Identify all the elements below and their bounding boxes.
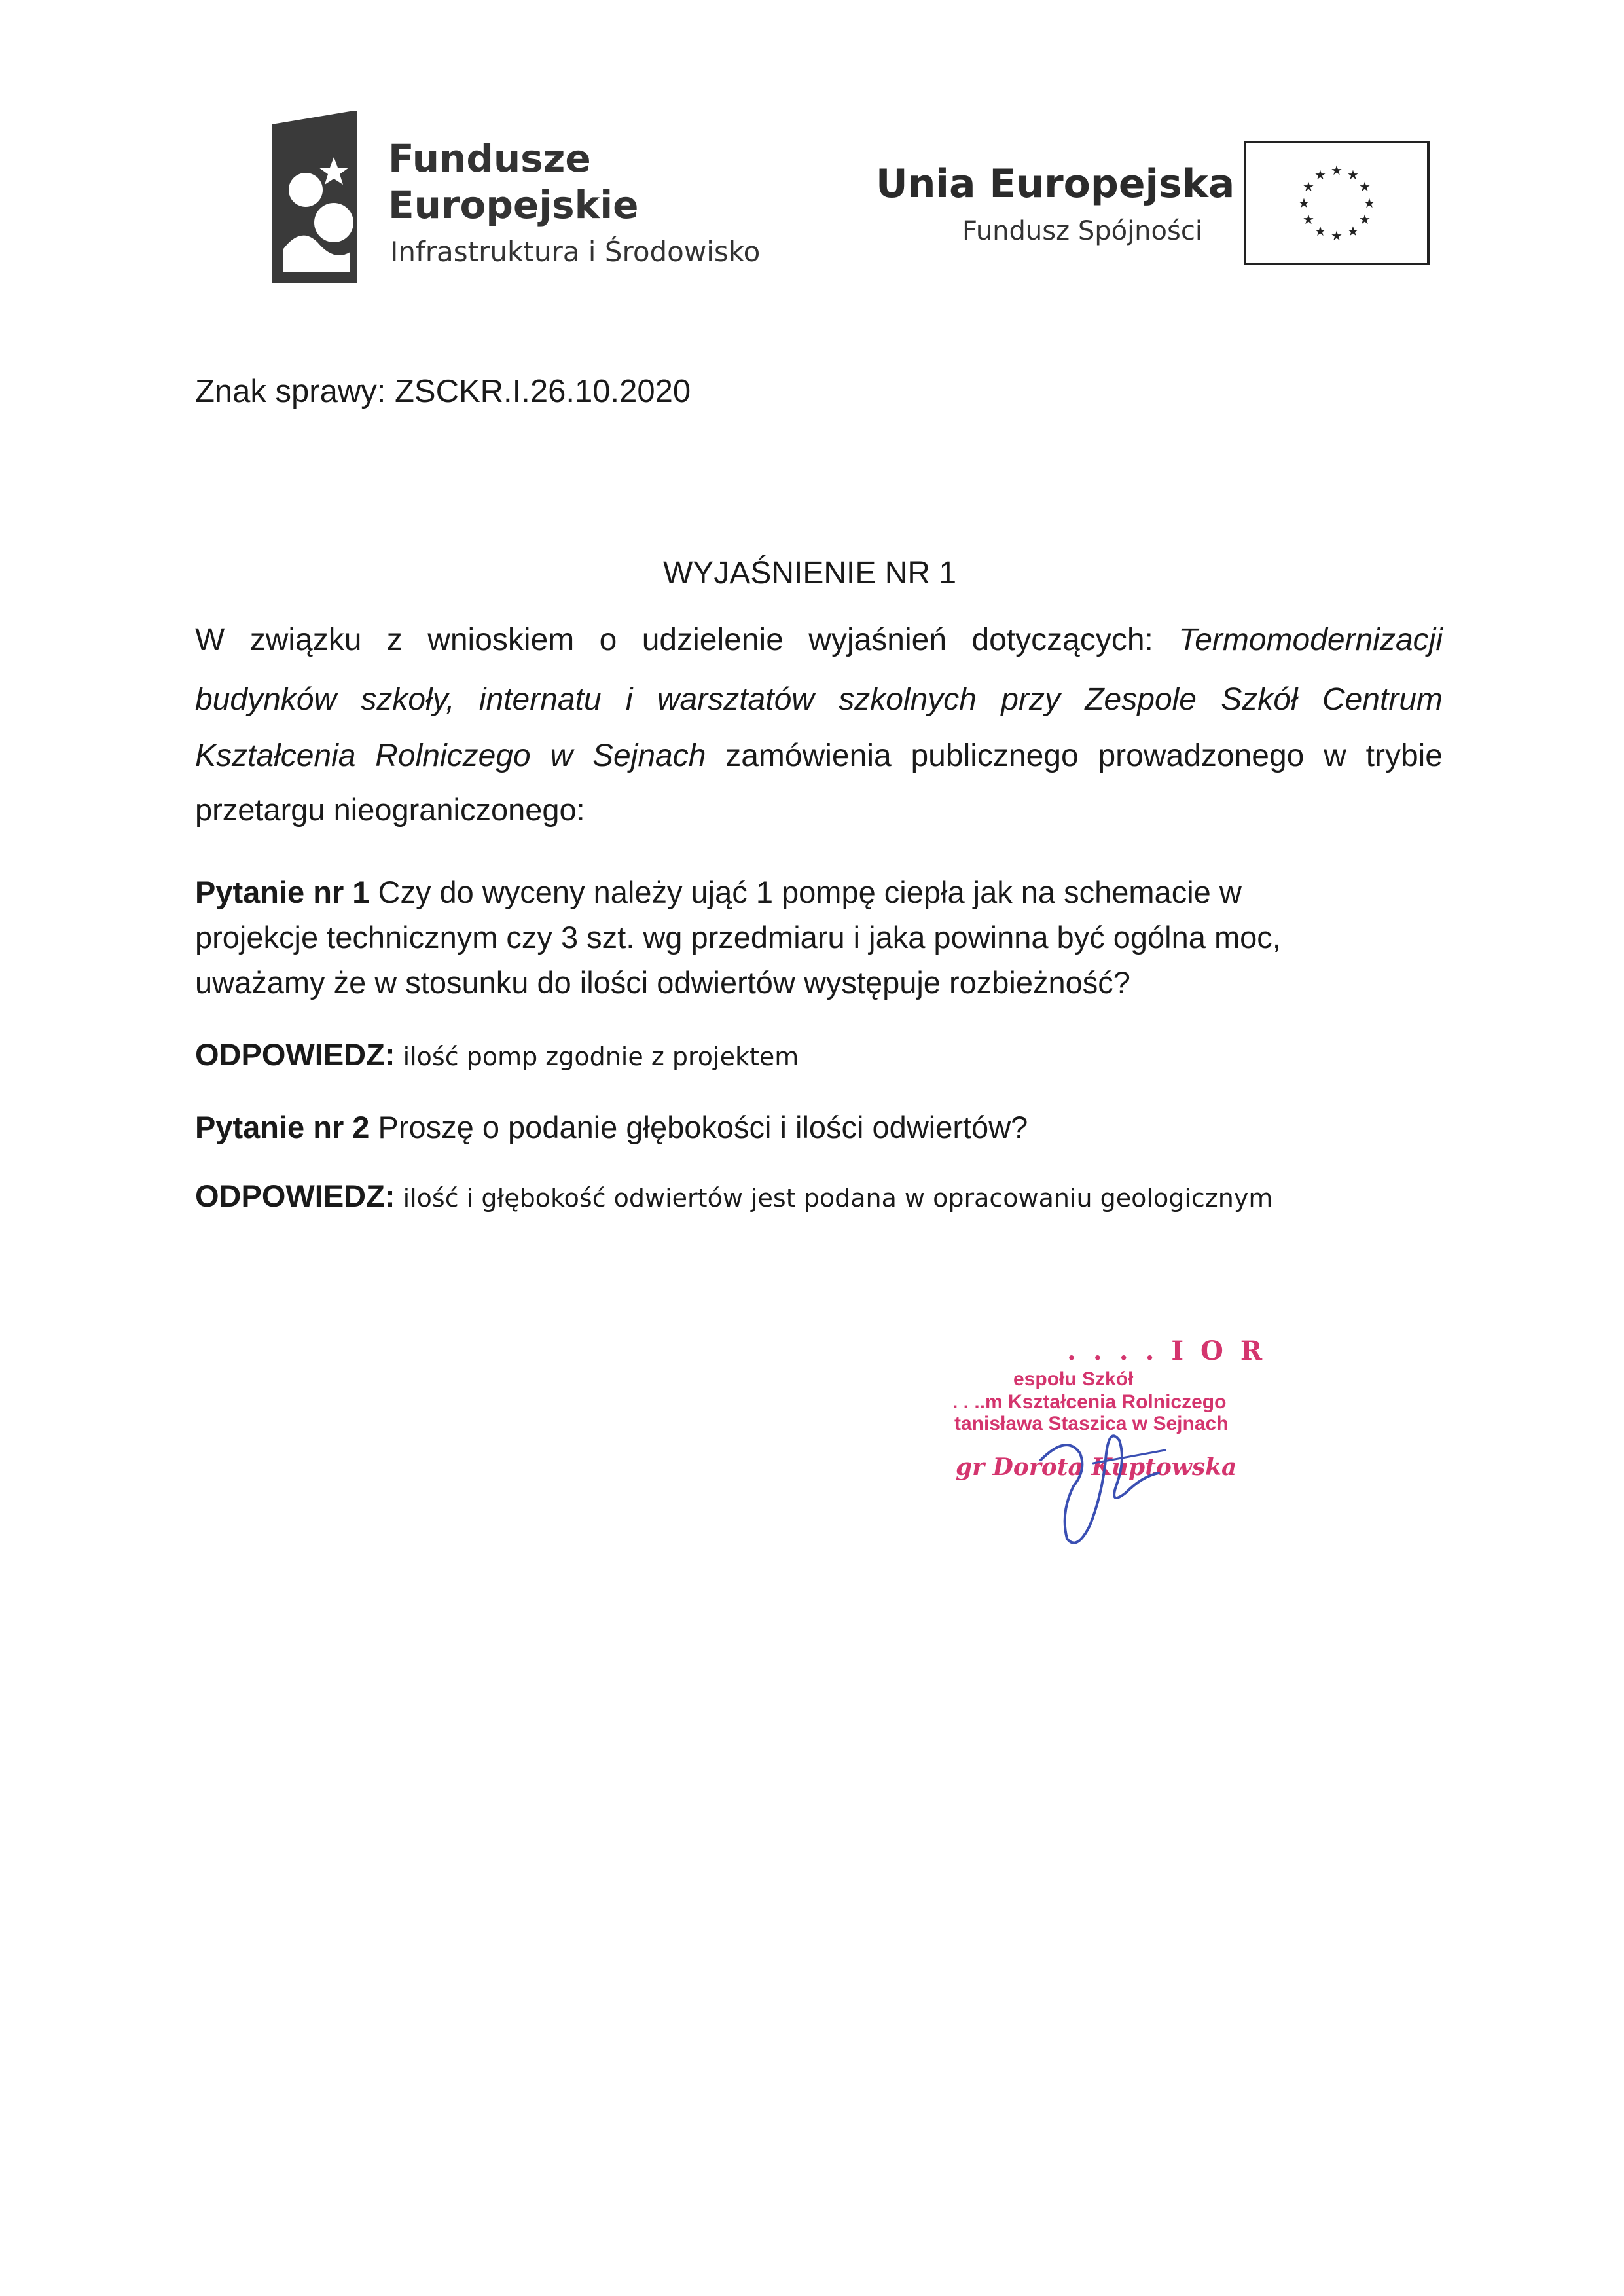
svg-text:★: ★ [1298, 195, 1310, 211]
svg-text:★: ★ [1314, 167, 1326, 183]
stamp-line-2: espołu Szkół [1013, 1368, 1134, 1390]
fe-logo-title-line2: Europejskie [388, 183, 639, 227]
svg-text:★: ★ [1359, 179, 1371, 194]
question-1-label: Pytanie nr 1 [195, 875, 370, 909]
svg-text:★: ★ [1331, 162, 1343, 178]
eu-logo-subtitle: Fundusz Spójności [962, 216, 1202, 246]
stamp-line-4: tanisława Staszica w Sejnach [954, 1413, 1229, 1434]
eu-flag-icon [1244, 141, 1430, 265]
stamp-line-3: . . ..m Kształcenia Rolniczego [952, 1391, 1227, 1413]
question-1-line-1: Pytanie nr 1 Czy do wyceny należy ująć 1 pompę ciepła jak na schemacie w [195, 875, 1242, 909]
stamp-line-1: . . . . I O R [1067, 1336, 1267, 1366]
question-2: Pytanie nr 2 Proszę o podanie głębokości i ilości odwiertów? [195, 1110, 1028, 1144]
intro-line-2: budynków szkoły, internatu i warsztatów szkolnych przy Zespole Szkół Centrum [195, 682, 1443, 717]
eu-logo-title: Unia Europejska [876, 161, 1235, 207]
handwritten-signature [1028, 1414, 1178, 1558]
intro-line-1: W związku z wnioskiem o udzielenie wyjaśnień dotyczących: Termomodernizacji [195, 623, 1443, 657]
answer-2-label: ODPOWIEDZ: [195, 1178, 395, 1213]
svg-text:★: ★ [1303, 179, 1314, 194]
svg-text:★: ★ [1363, 195, 1375, 211]
case-number: Znak sprawy: ZSCKR.I.26.10.2020 [195, 374, 691, 409]
intro-line-3: Kształcenia Rolniczego w Sejnach zamówienia publicznego prowadzonego w trybie [195, 738, 1443, 773]
question-1-line-2: projekcje technicznym czy 3 szt. wg przedmiaru i jaka powinna być ogólna moc, [195, 920, 1281, 955]
svg-text:★: ★ [1331, 228, 1343, 244]
svg-text:★: ★ [1359, 211, 1371, 227]
answer-1: ODPOWIEDZ: ilość pomp zgodnie z projektem [195, 1037, 799, 1072]
svg-text:★: ★ [1347, 223, 1359, 239]
intro-line-4: przetargu nieograniczonego: [195, 792, 585, 827]
question-2-label: Pytanie nr 2 [195, 1110, 370, 1144]
document-heading: WYJAŚNIENIE NR 1 [663, 556, 957, 591]
fe-logo-subtitle: Infrastruktura i Środowisko [390, 236, 761, 268]
answer-2: ODPOWIEDZ: ilość i głębokość odwiertów jest podana w opracowaniu geologicznym [195, 1178, 1273, 1213]
fundusze-europejskie-logo-icon [272, 111, 357, 283]
svg-text:★: ★ [1347, 167, 1359, 183]
question-1-line-3: uważamy że w stosunku do ilości odwiertów występuje rozbieżność? [195, 965, 1130, 1000]
fe-logo-title-line1: Fundusze [388, 136, 591, 181]
answer-1-label: ODPOWIEDZ: [195, 1037, 395, 1072]
stamp-line-5: gr Dorota Kuptowska [956, 1453, 1237, 1481]
svg-text:★: ★ [1303, 211, 1314, 227]
svg-text:★: ★ [1314, 223, 1326, 239]
